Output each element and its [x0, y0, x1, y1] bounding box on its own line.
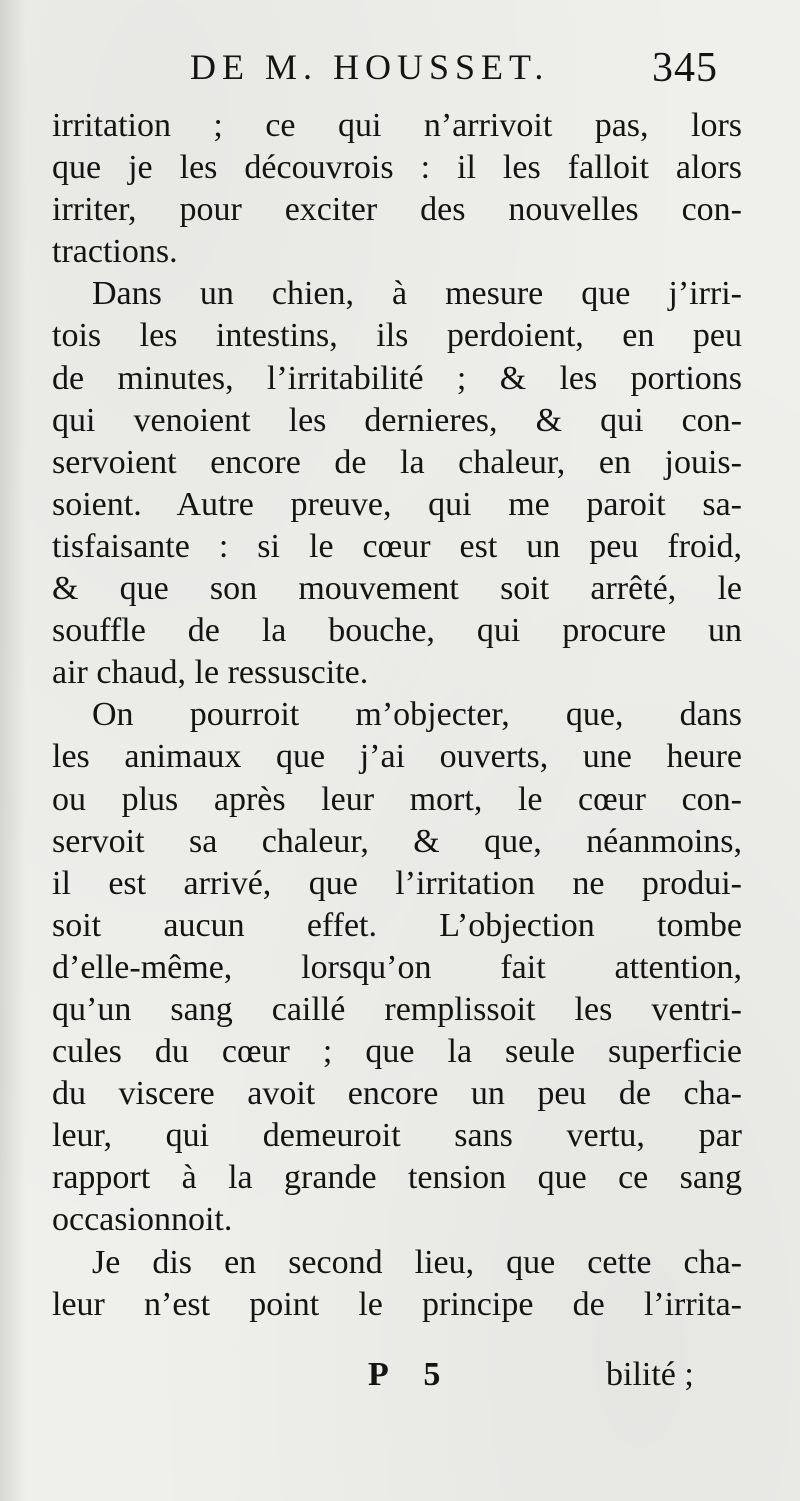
text-line: leur n’est point le principe de l’irrita-: [52, 1285, 742, 1323]
page-number: 345: [652, 45, 718, 91]
text-line: air chaud, le ressuscite.: [52, 654, 369, 692]
text-line: irriter, pour exciter des nouvelles con-: [52, 191, 742, 229]
text-line: leur, qui demeuroit sans vertu, par: [52, 1117, 742, 1155]
paragraph-start-line: Dans un chien, à mesure que j’irri-: [92, 275, 742, 313]
text-line: qui venoient les dernieres, & qui con-: [52, 401, 742, 439]
text-block: [52, 105, 742, 1326]
text-line: irritation ; ce qui n’arrivoit pas, lors: [52, 107, 742, 144]
running-head: DE M. HOUSSET.: [190, 47, 550, 87]
text-line: & que son mouvement soit arrêté, le: [52, 570, 742, 608]
text-line: soient. Autre preuve, qui me paroit sa-: [52, 485, 742, 523]
text-line: qu’un sang caillé remplissoit les ventri-: [52, 990, 742, 1028]
catchword: bilité ;: [606, 1356, 694, 1393]
text-line: ou plus après leur mort, le cœur con-: [52, 780, 742, 818]
page-header: [0, 44, 800, 100]
text-line: les animaux que j’ai ouverts, une heure: [52, 738, 742, 776]
text-line: occasionnoit.: [52, 1201, 233, 1239]
text-line: que je les découvrois : il les falloit alors: [52, 149, 742, 187]
gutter-shadow: [0, 0, 26, 1501]
text-line: servoit sa chaleur, & que, néanmoins,: [52, 822, 742, 860]
text-line: tois les intestins, ils perdoient, en peu: [52, 317, 742, 355]
paragraph-start-line: On pourroit m’objecter, que, dans: [92, 696, 742, 734]
text-line: servoient encore de la chaleur, en jouis-: [52, 443, 742, 481]
text-line: de minutes, l’irritabilité ; & les portions: [52, 359, 742, 397]
text-line: cules du cœur ; que la seule superficie: [52, 1033, 742, 1071]
text-line: tisfaisante : si le cœur est un peu froid,: [52, 527, 742, 565]
text-line: souffle de la bouche, qui procure un: [52, 612, 742, 650]
text-line: du viscere avoit encore un peu de cha-: [52, 1075, 742, 1113]
text-line: soit aucun effet. L’objection tombe: [52, 906, 742, 944]
paragraph-start-line: Je dis en second lieu, que cette cha-: [92, 1243, 742, 1281]
text-line: tractions.: [52, 233, 178, 271]
signature-mark: P 5: [368, 1356, 455, 1393]
text-line: il est arrivé, que l’irritation ne produi-: [52, 864, 742, 902]
text-line: d’elle-même, lorsqu’on fait attention,: [52, 948, 742, 986]
text-line: rapport à la grande tension que ce sang: [52, 1159, 742, 1197]
page-footer: [0, 1356, 800, 1400]
